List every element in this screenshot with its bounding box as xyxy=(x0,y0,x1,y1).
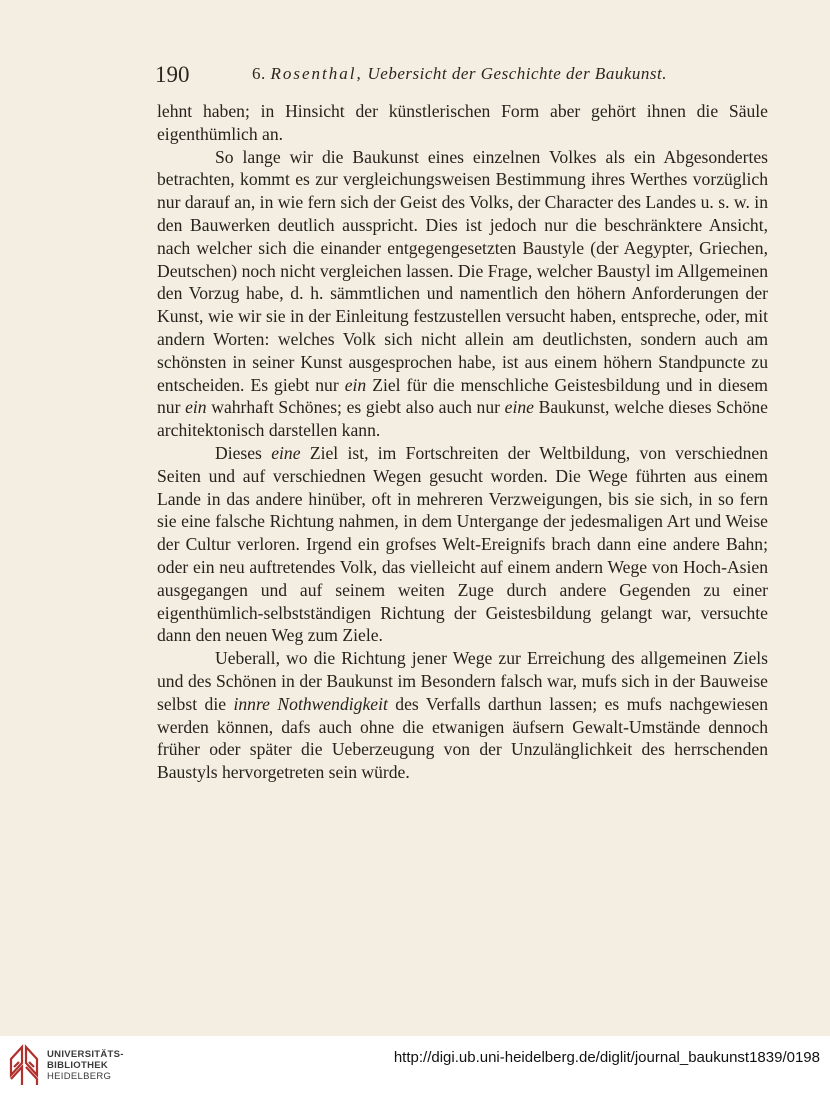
paragraph-text: Ziel ist, im Fortschreiten der Weltbildung, von verschiednen Seiten und auf verschiednen Wegen gesucht worden. Die Wege führten aus einem Lande in das andere hinüber, oft in mehreren Verzweigungen, bis sie sich, in so fern sie eine falsche Richtung nahmen, in dem Untergange der jedesmaligen Art und Weise der Cultur verloren. Irgend ein grofses Welt-Ereignifs brach dann eine andere Bahn; oder ein neu auftretendes Volk, das vielleicht auf einem andern Wege von Hoch-Asien ausgegangen und auf seinem weiten Zuge durch andere Gegenden zu einer eigenthümlich-selbstständigen Richtung der Geistesbildung gelangt war, versuchte dann den neuen Weg zum Ziele. xyxy=(157,442,768,646)
paragraph-p2 xyxy=(157,146,768,442)
emphasis-text: ein xyxy=(344,374,367,395)
library-name-line: UNIVERSITÄTS- xyxy=(47,1049,124,1060)
section-number: 6. xyxy=(252,64,266,83)
emphasis-text: eine xyxy=(271,442,301,463)
body-text xyxy=(157,100,768,784)
library-logo-icon xyxy=(8,1043,40,1089)
paragraph-text: Baukunst, welche dieses Schöne architektonisch darstellen kann. xyxy=(157,397,768,441)
running-title-author: Rosenthal, xyxy=(270,64,363,83)
paragraph-text: Dieses xyxy=(215,442,272,463)
page-header xyxy=(155,62,775,92)
library-name-line: BIBLIOTHEK xyxy=(47,1060,109,1071)
footer-bar xyxy=(0,1036,830,1095)
emphasis-text: innre Nothwendigkeit xyxy=(233,693,388,714)
library-name-line: HEIDELBERG xyxy=(47,1071,112,1082)
running-title-text: Uebersicht der Geschichte der Baukunst. xyxy=(367,64,667,83)
permalink-url[interactable]: http://digi.ub.uni-heidelberg.de/diglit/journal_baukunst1839/0198 xyxy=(393,1049,820,1066)
emphasis-text: ein xyxy=(185,397,207,418)
paragraph-text: So lange wir die Baukunst eines einzelnen Volkes als ein Abgesondertes betrachten, kommt es zur vergleichungsweisen Bestimmung ihres Werthes vorzüglich nur darauf an, in wie fern sich der Geist des Volks, der Character des Landes u. s. w. in den Bauwerken deutlich ausspricht. Dies ist jedoch nur die beschränktere Ansicht, nach welcher sich die einander entgegengesetzten Baustyle (der Aegypter, Griechen, Deutschen) noch nicht vergleichen lassen. Die Frage, welcher Baustyl im Allgemeinen den Vorzug habe, d. h. sämmtlichen und namentlich den höhern Anforderungen der Kunst, wie wir sie in der Einleitung festzustellen versucht haben, entspreche, oder, mit andern Worten: welches Volk sich nicht allein am deutlichsten, sondern auch am schönsten in seiner Kunst ausgesprochen habe, ist aus einem höhern Standpuncte zu entscheiden. Es giebt nur xyxy=(157,146,768,395)
paragraph-p1 xyxy=(157,100,768,146)
paragraph-p3 xyxy=(157,442,768,647)
paragraph-text: des Verfalls darthun lassen; es mufs nachgewiesen werden können, dafs auch ohne die etwanigen äufsern Gewalt-Umstände dennoch früher oder später die Ueberzeugung von der Unzulänglichkeit des herrschenden Baustyls hervorgetreten sein würde. xyxy=(157,693,769,783)
paragraph-p4 xyxy=(157,647,768,784)
paragraph-text: Ziel für die menschliche Geistesbildung und in diesem nur xyxy=(157,374,768,418)
emphasis-text: eine xyxy=(504,397,534,418)
paragraph-text: lehnt haben; in Hinsicht der künstlerischen Form aber gehört ihnen die Säule eigenthümlich an. xyxy=(157,101,768,144)
paragraph-text: wahrhaft Schönes; es giebt also auch nur xyxy=(206,397,505,418)
page-number: 190 xyxy=(155,62,190,87)
running-title xyxy=(252,64,667,84)
paragraph-text: Ueberall, wo die Richtung jener Wege zur Erreichung des allgemeinen Ziels und des Schönen in der Baukunst im Besondern falsch war, mufs sich in der Bauweise selbst die xyxy=(157,648,768,714)
library-name xyxy=(47,1049,124,1082)
